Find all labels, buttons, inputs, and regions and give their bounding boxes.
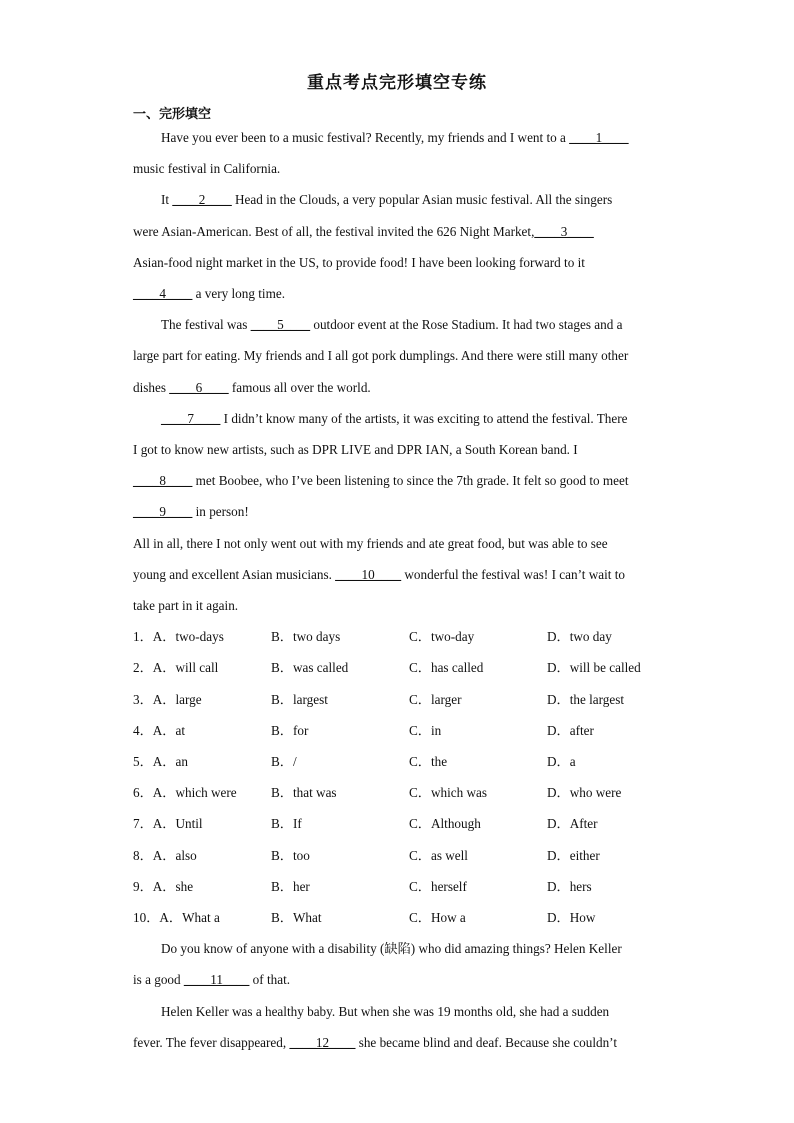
- option-a[interactable]: [133, 783, 237, 803]
- option-b[interactable]: B．was called: [271, 660, 349, 675]
- passage-text: I got to know new artists, such as DPR LIVE and DPR IAN, a South Korean band. I: [133, 442, 578, 457]
- passage-text: in person!: [192, 504, 249, 519]
- option-d[interactable]: D．who were: [547, 785, 622, 800]
- option-a[interactable]: [133, 814, 203, 834]
- passage-line: [161, 128, 691, 148]
- passage-text: outdoor event at the Rose Stadium. It had two stages and a: [310, 317, 623, 332]
- option-text: A．will call: [152, 660, 219, 675]
- question-number: 4．: [133, 723, 153, 738]
- blank-10: ____10____: [335, 567, 402, 582]
- option-a[interactable]: [133, 658, 218, 678]
- option-c[interactable]: C．has called: [409, 660, 484, 675]
- option-text: A．large: [152, 692, 202, 707]
- passage-text: is a good: [133, 972, 184, 987]
- section-heading: 一、完形填空: [133, 107, 212, 122]
- option-b[interactable]: B．that was: [271, 785, 337, 800]
- passage-text: Helen Keller was a healthy baby. But when she was 19 months old, she had a sudden: [161, 1004, 610, 1019]
- passage-line: [133, 471, 663, 491]
- passage-text: were Asian-American. Best of all, the festival invited the 626 Night Market,: [133, 224, 535, 239]
- passage-line: [161, 409, 691, 429]
- option-b[interactable]: B．for: [271, 723, 309, 738]
- blank-11: ____11____: [183, 972, 250, 987]
- blank-2: ____2____: [172, 192, 232, 207]
- blank-12: ____12____: [289, 1035, 356, 1050]
- question-number: 2．: [133, 660, 153, 675]
- option-d[interactable]: D．two day: [547, 629, 612, 644]
- blank-5: ____5____: [250, 317, 311, 332]
- passage-text: young and excellent Asian musicians.: [133, 567, 336, 582]
- question-options-2: [133, 658, 673, 678]
- passage-line: [133, 159, 663, 179]
- option-text: A．which were: [152, 785, 237, 800]
- option-c[interactable]: C．herself: [409, 879, 467, 894]
- passage-text: famous all over the world.: [228, 380, 371, 395]
- option-d[interactable]: D．After: [547, 816, 598, 831]
- passage-line: [133, 346, 663, 366]
- page-title: 重点考点完形填空专练: [307, 73, 487, 93]
- option-text: A．two-days: [152, 629, 224, 644]
- question-number: 5．: [133, 754, 153, 769]
- passage-text: dishes: [133, 380, 170, 395]
- option-c[interactable]: C．two-day: [409, 629, 475, 644]
- passage-line: [161, 315, 691, 335]
- passage-text: Have you ever been to a music festival? Recently, my friends and I went to a: [161, 130, 570, 145]
- option-a[interactable]: [133, 721, 185, 741]
- blank-1: ____1____: [569, 130, 629, 145]
- passage-text: All in all, there I not only went out with my friends and ate great food, but was able to see: [133, 536, 608, 551]
- option-d[interactable]: D．a: [547, 754, 576, 769]
- passage-line: [161, 1002, 691, 1022]
- question-options-4: [133, 721, 673, 741]
- question-options-10: [133, 908, 673, 928]
- option-c[interactable]: C．How a: [409, 910, 466, 925]
- option-c[interactable]: C．in: [409, 723, 442, 738]
- passage-line: [133, 284, 663, 304]
- blank-7: ____7____: [161, 411, 221, 426]
- passage-line: [133, 222, 663, 242]
- option-c[interactable]: C．as well: [409, 848, 468, 863]
- option-b[interactable]: B．What: [271, 910, 322, 925]
- option-c[interactable]: C．larger: [409, 692, 462, 707]
- passage-text: wonderful the festival was! I can’t wait to: [401, 567, 625, 582]
- passage-line: [133, 253, 663, 273]
- option-c[interactable]: C．the: [409, 754, 448, 769]
- blank-6: ____6____: [169, 380, 229, 395]
- option-text: A．also: [152, 848, 197, 863]
- passage-text: she became blind and deaf. Because she couldn’t: [355, 1035, 617, 1050]
- option-b[interactable]: B．two days: [271, 629, 341, 644]
- passage-text: It: [161, 192, 173, 207]
- passage-line: [133, 970, 663, 990]
- question-number: 8．: [133, 848, 153, 863]
- option-c[interactable]: C．Although: [409, 816, 481, 831]
- option-d[interactable]: D．either: [547, 848, 600, 863]
- question-number: 6．: [133, 785, 153, 800]
- question-number: 1．: [133, 629, 153, 644]
- option-b[interactable]: B．largest: [271, 692, 328, 707]
- passage-text: met Boobee, who I’ve been listening to since the 7th grade. It felt so good to meet: [192, 473, 629, 488]
- option-text: A．Until: [152, 816, 203, 831]
- passage-line: [133, 534, 663, 554]
- option-text: A．What a: [159, 910, 220, 925]
- passage-line: [133, 378, 663, 398]
- option-text: A．at: [152, 723, 186, 738]
- passage-text: large part for eating. My friends and I all got pork dumplings. And there were still many other: [133, 348, 629, 363]
- option-b[interactable]: B．/: [271, 754, 297, 769]
- passage-text: Head in the Clouds, a very popular Asian music festival. All the singers: [231, 192, 613, 207]
- passage-text: music festival in California.: [133, 161, 281, 176]
- passage-text: Do you know of anyone with a disability (缺陷) who did amazing things? Helen Keller: [161, 941, 622, 956]
- question-number: 10．: [133, 910, 160, 925]
- question-options-6: [133, 783, 673, 803]
- question-options-5: [133, 752, 673, 772]
- passage-line: [161, 939, 691, 959]
- option-d[interactable]: D．How: [547, 910, 596, 925]
- option-b[interactable]: B．too: [271, 848, 310, 863]
- question-number: 7．: [133, 816, 153, 831]
- blank-8: ____8____: [133, 473, 193, 488]
- passage-line: [133, 596, 663, 616]
- question-options-7: [133, 814, 673, 834]
- passage-text: of that.: [249, 972, 291, 987]
- option-d[interactable]: D．after: [547, 723, 594, 738]
- passage-line: [161, 190, 691, 210]
- passage-text: Asian-food night market in the US, to provide food! I have been looking forward to it: [133, 255, 585, 270]
- passage-line: [133, 1033, 663, 1053]
- blank-9: ____9____: [133, 504, 193, 519]
- option-a[interactable]: [133, 877, 193, 897]
- passage-text: The festival was: [161, 317, 251, 332]
- option-a[interactable]: [133, 846, 197, 866]
- option-d[interactable]: D．the largest: [547, 692, 625, 707]
- blank-3: ____3____: [534, 224, 594, 239]
- option-b[interactable]: B．her: [271, 879, 310, 894]
- option-text: A．an: [152, 754, 188, 769]
- option-a[interactable]: [133, 908, 220, 928]
- option-d[interactable]: D．hers: [547, 879, 592, 894]
- option-a[interactable]: [133, 627, 224, 647]
- passage-text: I didn’t know many of the artists, it was exciting to attend the festival. There: [220, 411, 628, 426]
- passage-line: [133, 565, 663, 585]
- option-a[interactable]: [133, 752, 188, 772]
- option-a[interactable]: [133, 690, 202, 710]
- passage-line: [133, 502, 663, 522]
- option-d[interactable]: D．will be called: [547, 660, 641, 675]
- option-c[interactable]: C．which was: [409, 785, 488, 800]
- option-b[interactable]: B．If: [271, 816, 302, 831]
- blank-4: ____4____: [133, 286, 193, 301]
- passage-text: a very long time.: [192, 286, 285, 301]
- question-number: 3．: [133, 692, 153, 707]
- question-options-8: [133, 846, 673, 866]
- passage-text: take part in it again.: [133, 598, 239, 613]
- passage-text: fever. The fever disappeared,: [133, 1035, 290, 1050]
- question-options-1: [133, 627, 673, 647]
- option-text: A．she: [152, 879, 194, 894]
- question-number: 9．: [133, 879, 153, 894]
- passage-line: [133, 440, 663, 460]
- question-options-3: [133, 690, 673, 710]
- question-options-9: [133, 877, 673, 897]
